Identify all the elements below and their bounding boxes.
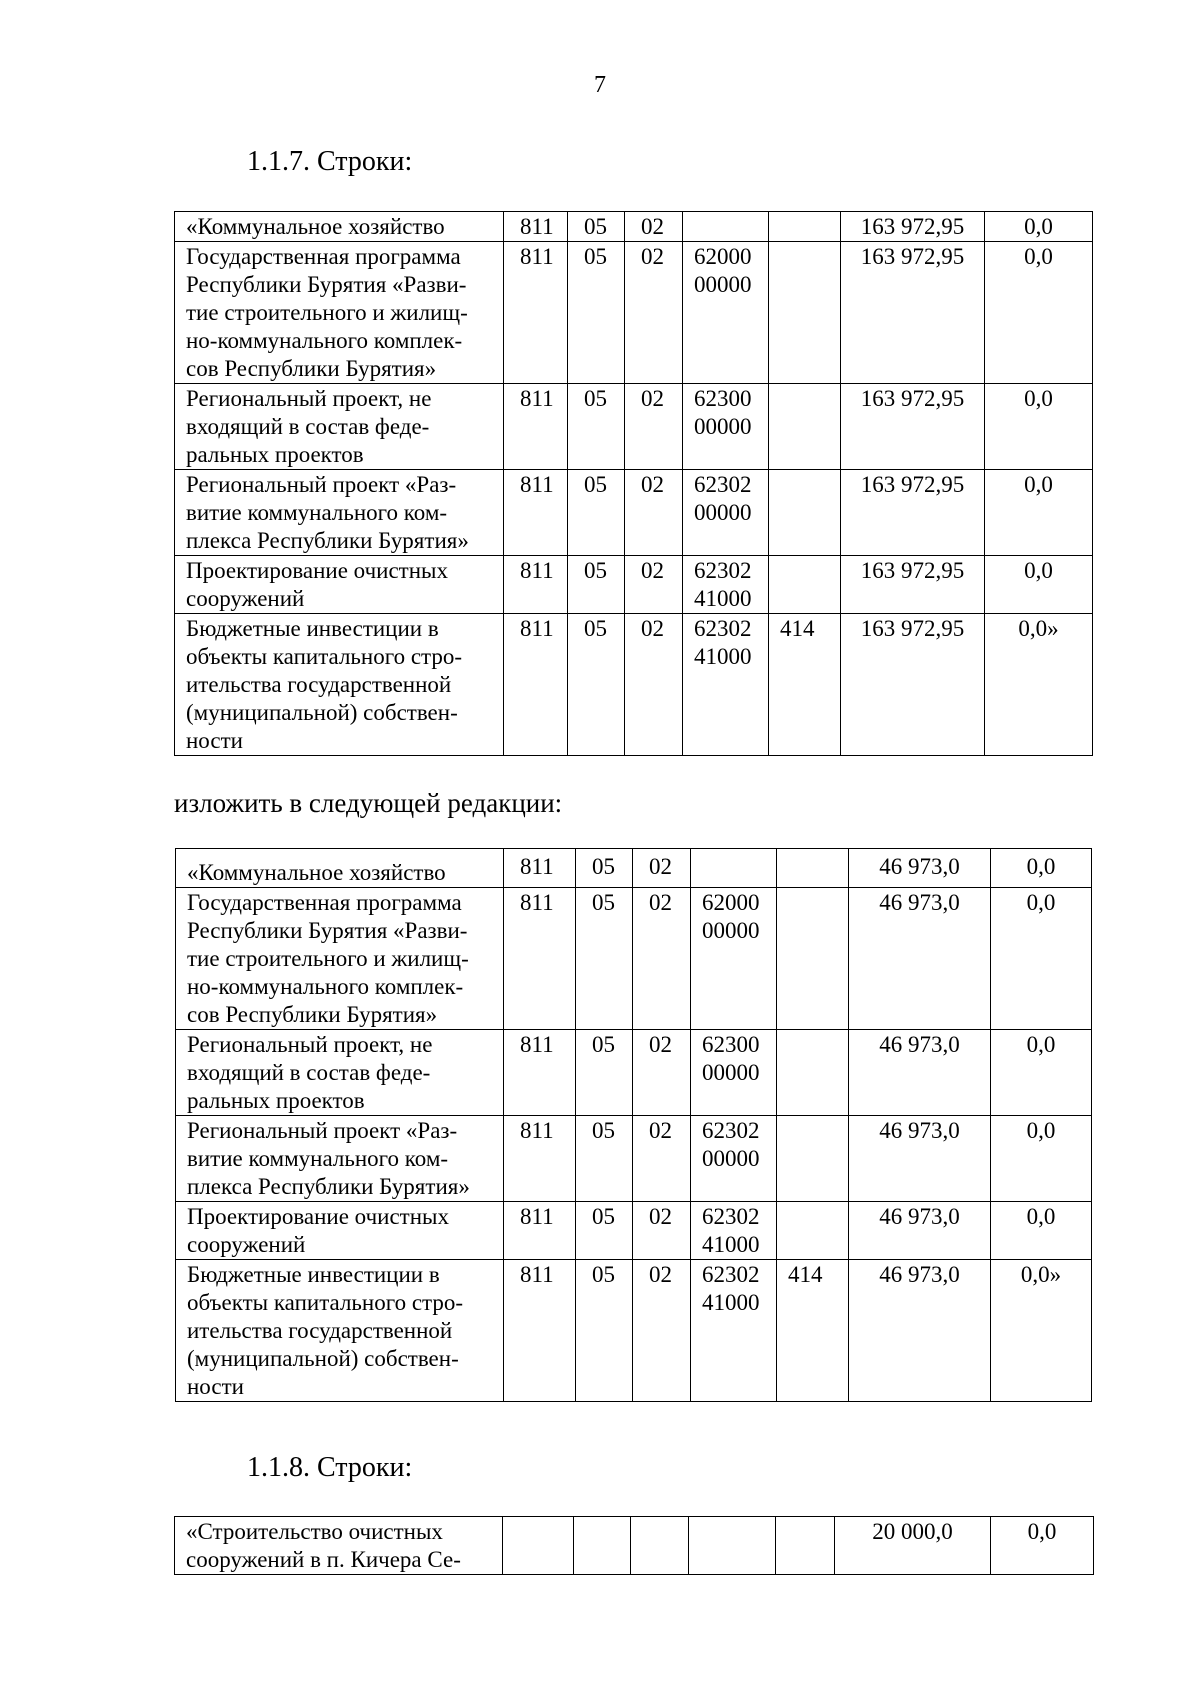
cell-text: 414 <box>788 1262 823 1287</box>
target-article-code-cell <box>683 614 769 756</box>
amount-second-cell <box>985 556 1093 614</box>
budget-table-next <box>174 1516 1094 1575</box>
amount-second-cell <box>985 614 1093 756</box>
subsection-code-cell <box>633 1260 691 1402</box>
budget-table-new <box>175 848 1092 1402</box>
cell-text: 62000 00000 <box>702 890 760 943</box>
target-article-code-cell <box>691 1260 777 1402</box>
cell-text: 46 973,0 <box>879 890 960 915</box>
cell-text: 02 <box>641 386 664 411</box>
expense-type-code-cell <box>769 614 841 756</box>
cell-text: Региональный проект «Раз- витие коммунального ком- плекса Республики Бурятия» <box>187 1118 470 1199</box>
subsection-code-cell <box>633 1030 691 1116</box>
cell-text: 46 973,0 <box>879 854 960 879</box>
section-heading-1-1-7: 1.1.7. Строки: <box>247 146 413 177</box>
target-article-code-cell <box>691 1116 777 1202</box>
cell-text: 02 <box>649 890 672 915</box>
row-name-cell <box>175 1517 503 1575</box>
cell-text: 05 <box>592 1118 615 1143</box>
amount-cell <box>849 888 991 1030</box>
cell-text: 05 <box>592 890 615 915</box>
amount-cell <box>841 614 985 756</box>
cell-text: 02 <box>649 1204 672 1229</box>
amount-cell <box>849 849 991 888</box>
cell-text: 0,0 <box>1026 890 1056 915</box>
expense-type-code-cell <box>776 1517 835 1575</box>
cell-text: 811 <box>520 244 554 269</box>
section-code-cell <box>576 888 633 1030</box>
cell-text: Проектирование очистных сооружений <box>186 558 448 611</box>
section-code-cell <box>574 1517 631 1575</box>
table-row <box>175 1517 1094 1575</box>
grbs-code-cell <box>504 556 568 614</box>
cell-text: 811 <box>520 1204 554 1229</box>
cell-text: 05 <box>584 244 607 269</box>
amendment-paragraph: изложить в следующей редакции: <box>174 788 563 818</box>
row-name-cell <box>175 556 504 614</box>
grbs-code-cell <box>504 888 576 1030</box>
cell-text: 811 <box>520 1262 554 1287</box>
amount-cell <box>849 1116 991 1202</box>
target-article-code-cell <box>691 1202 777 1260</box>
row-name-cell <box>176 849 504 888</box>
table-row <box>176 1202 1092 1260</box>
section-heading-1-1-8: 1.1.8. Строки: <box>247 1452 413 1483</box>
cell-text: 0,0 <box>1027 1519 1057 1544</box>
cell-text: 163 972,95 <box>860 244 965 269</box>
target-article-code-cell <box>683 470 769 556</box>
grbs-code-cell <box>504 1030 576 1116</box>
cell-text: 46 973,0 <box>879 1032 960 1057</box>
cell-text: 0,0 <box>1024 244 1053 269</box>
cell-text: 20 000,0 <box>872 1519 953 1544</box>
cell-text: Государственная программа Республики Бурятия «Разви- тие строительного и жилищ- но-коммунального комплек- сов Республики Бурятия» <box>187 890 469 1027</box>
amount-second-cell <box>991 1116 1092 1202</box>
row-name-cell <box>176 1116 504 1202</box>
cell-text: 0,0 <box>1026 1118 1056 1143</box>
grbs-code-cell <box>504 1260 576 1402</box>
expense-type-code-cell <box>769 384 841 470</box>
amount-cell <box>849 1260 991 1402</box>
row-name-cell <box>176 1030 504 1116</box>
cell-text: Проектирование очистных сооружений <box>187 1204 449 1257</box>
expense-type-code-cell <box>769 470 841 556</box>
subsection-code-cell <box>633 849 691 888</box>
cell-text: 163 972,95 <box>860 472 965 497</box>
table-body <box>175 1517 1094 1575</box>
subsection-code-cell <box>625 384 683 470</box>
amount-second-cell <box>991 1517 1094 1575</box>
cell-text: 163 972,95 <box>860 386 965 411</box>
table-row <box>176 1116 1092 1202</box>
cell-text: 02 <box>649 1032 672 1057</box>
cell-text: 02 <box>649 854 672 879</box>
expense-type-code-cell <box>777 1116 849 1202</box>
cell-text: 62300 00000 <box>694 386 752 439</box>
amount-cell <box>841 384 985 470</box>
table-row <box>176 849 1092 888</box>
subsection-code-cell <box>625 470 683 556</box>
amount-second-cell <box>985 242 1093 384</box>
cell-text: 811 <box>520 616 554 641</box>
cell-text: 62302 41000 <box>694 558 752 611</box>
cell-text: 811 <box>520 890 554 915</box>
target-article-code-cell <box>691 849 777 888</box>
cell-text: 46 973,0 <box>879 1204 960 1229</box>
section-code-cell <box>576 1116 633 1202</box>
amount-cell <box>849 1030 991 1116</box>
section-code-cell <box>568 212 625 242</box>
cell-text: «Строительство очистных сооружений в п. Кичера Се- <box>186 1519 461 1572</box>
cell-text: Региональный проект, не входящий в состав феде- ральных проектов <box>187 1032 433 1113</box>
row-name-cell <box>176 1202 504 1260</box>
cell-text: 0,0 <box>1024 386 1053 411</box>
cell-text: 62302 00000 <box>702 1118 760 1171</box>
expense-type-code-cell <box>777 1260 849 1402</box>
target-article-code-cell <box>689 1517 776 1575</box>
subsection-code-cell <box>633 1116 691 1202</box>
amount-second-cell <box>985 384 1093 470</box>
cell-text: 811 <box>520 386 554 411</box>
table-row <box>175 556 1093 614</box>
cell-text: 05 <box>592 1032 615 1057</box>
budget-table-original <box>174 211 1093 756</box>
cell-text: 163 972,95 <box>860 558 965 583</box>
subsection-code-cell <box>631 1517 689 1575</box>
expense-type-code-cell <box>777 849 849 888</box>
section-code-cell <box>568 242 625 384</box>
cell-text: Региональный проект, не входящий в состав феде- ральных проектов <box>186 386 432 467</box>
amount-cell <box>849 1202 991 1260</box>
amount-cell <box>835 1517 991 1575</box>
grbs-code-cell <box>504 212 568 242</box>
cell-text: «Коммунальное хозяйство <box>187 860 446 885</box>
section-code-cell <box>568 614 625 756</box>
row-name-cell <box>175 242 504 384</box>
cell-text: 163 972,95 <box>860 214 965 239</box>
cell-text: 02 <box>641 558 664 583</box>
cell-text: 62302 41000 <box>702 1204 760 1257</box>
amount-second-cell <box>991 849 1092 888</box>
cell-text: 05 <box>592 1204 615 1229</box>
section-code-cell <box>568 556 625 614</box>
cell-text: 0,0 <box>1024 558 1053 583</box>
grbs-code-cell <box>503 1517 574 1575</box>
grbs-code-cell <box>504 242 568 384</box>
target-article-code-cell <box>691 888 777 1030</box>
cell-text: 414 <box>780 616 815 641</box>
grbs-code-cell <box>504 614 568 756</box>
section-code-cell <box>568 470 625 556</box>
table-body <box>176 849 1092 1402</box>
target-article-code-cell <box>683 384 769 470</box>
amount-second-cell <box>991 888 1092 1030</box>
cell-text: 05 <box>584 558 607 583</box>
table-row <box>175 242 1093 384</box>
target-article-code-cell <box>691 1030 777 1116</box>
cell-text: 62302 41000 <box>694 616 752 669</box>
amount-cell <box>841 212 985 242</box>
subsection-code-cell <box>625 212 683 242</box>
cell-text: 02 <box>641 616 664 641</box>
row-name-cell <box>176 888 504 1030</box>
cell-text: 811 <box>520 214 554 239</box>
section-code-cell <box>576 849 633 888</box>
cell-text: Региональный проект «Раз- витие коммунального ком- плекса Республики Бурятия» <box>186 472 469 553</box>
cell-text: 163 972,95 <box>860 616 965 641</box>
cell-text: 811 <box>520 1032 554 1057</box>
cell-text: 02 <box>649 1262 672 1287</box>
section-code-cell <box>568 384 625 470</box>
table-body <box>175 212 1093 756</box>
cell-text: 0,0 <box>1026 1032 1056 1057</box>
cell-text: 05 <box>584 214 607 239</box>
grbs-code-cell <box>504 849 576 888</box>
expense-type-code-cell <box>769 242 841 384</box>
subsection-code-cell <box>625 242 683 384</box>
cell-text: 811 <box>520 472 554 497</box>
cell-text: 811 <box>520 1118 554 1143</box>
subsection-code-cell <box>633 1202 691 1260</box>
table-row <box>176 1260 1092 1402</box>
cell-text: 0,0 <box>1026 854 1056 879</box>
cell-text: 62302 41000 <box>702 1262 760 1315</box>
section-code-cell <box>576 1260 633 1402</box>
cell-text: 0,0» <box>1018 616 1059 641</box>
cell-text: 05 <box>584 386 607 411</box>
cell-text: 811 <box>520 558 554 583</box>
amount-second-cell <box>985 212 1093 242</box>
cell-text: 05 <box>592 854 615 879</box>
cell-text: 02 <box>641 472 664 497</box>
cell-text: Государственная программа Республики Бурятия «Разви- тие строительного и жилищ- но-коммунального комплек- сов Республики Бурятия» <box>186 244 468 381</box>
expense-type-code-cell <box>769 212 841 242</box>
cell-text: 02 <box>641 214 664 239</box>
table-row <box>175 384 1093 470</box>
target-article-code-cell <box>683 242 769 384</box>
amount-second-cell <box>991 1202 1092 1260</box>
subsection-code-cell <box>625 556 683 614</box>
amount-cell <box>841 242 985 384</box>
expense-type-code-cell <box>777 888 849 1030</box>
page-number: 7 <box>594 72 606 98</box>
cell-text: 0,0 <box>1024 472 1053 497</box>
row-name-cell <box>176 1260 504 1402</box>
expense-type-code-cell <box>777 1030 849 1116</box>
cell-text: «Коммунальное хозяйство <box>186 214 445 239</box>
expense-type-code-cell <box>769 556 841 614</box>
cell-text: 0,0» <box>1020 1262 1062 1287</box>
cell-text: 62302 00000 <box>694 472 752 525</box>
amount-second-cell <box>985 470 1093 556</box>
cell-text: 46 973,0 <box>879 1262 960 1287</box>
subsection-code-cell <box>625 614 683 756</box>
cell-text: 62300 00000 <box>702 1032 760 1085</box>
row-name-cell <box>175 470 504 556</box>
subsection-code-cell <box>633 888 691 1030</box>
amount-cell <box>841 470 985 556</box>
target-article-code-cell <box>683 556 769 614</box>
cell-text: 02 <box>641 244 664 269</box>
cell-text: 62000 00000 <box>694 244 752 297</box>
cell-text: Бюджетные инвестиции в объекты капитального стро- ительства государственной (муниципальной) собствен- ности <box>186 616 463 753</box>
cell-text: 02 <box>649 1118 672 1143</box>
table-row <box>175 212 1093 242</box>
grbs-code-cell <box>504 470 568 556</box>
amount-second-cell <box>991 1260 1092 1402</box>
table-row <box>176 1030 1092 1116</box>
expense-type-code-cell <box>777 1202 849 1260</box>
row-name-cell <box>175 384 504 470</box>
amount-second-cell <box>991 1030 1092 1116</box>
cell-text: 05 <box>584 616 607 641</box>
cell-text: Бюджетные инвестиции в объекты капитального стро- ительства государственной (муниципальной) собствен- ности <box>187 1262 464 1399</box>
cell-text: 05 <box>584 472 607 497</box>
grbs-code-cell <box>504 1116 576 1202</box>
target-article-code-cell <box>683 212 769 242</box>
section-code-cell <box>576 1030 633 1116</box>
table-row <box>175 614 1093 756</box>
grbs-code-cell <box>504 1202 576 1260</box>
section-code-cell <box>576 1202 633 1260</box>
grbs-code-cell <box>504 384 568 470</box>
cell-text: 0,0 <box>1024 214 1053 239</box>
amount-cell <box>841 556 985 614</box>
table-row <box>175 470 1093 556</box>
table-row <box>176 888 1092 1030</box>
cell-text: 811 <box>520 854 554 879</box>
row-name-cell <box>175 212 504 242</box>
cell-text: 46 973,0 <box>879 1118 960 1143</box>
row-name-cell <box>175 614 504 756</box>
cell-text: 0,0 <box>1026 1204 1056 1229</box>
cell-text: 05 <box>592 1262 615 1287</box>
